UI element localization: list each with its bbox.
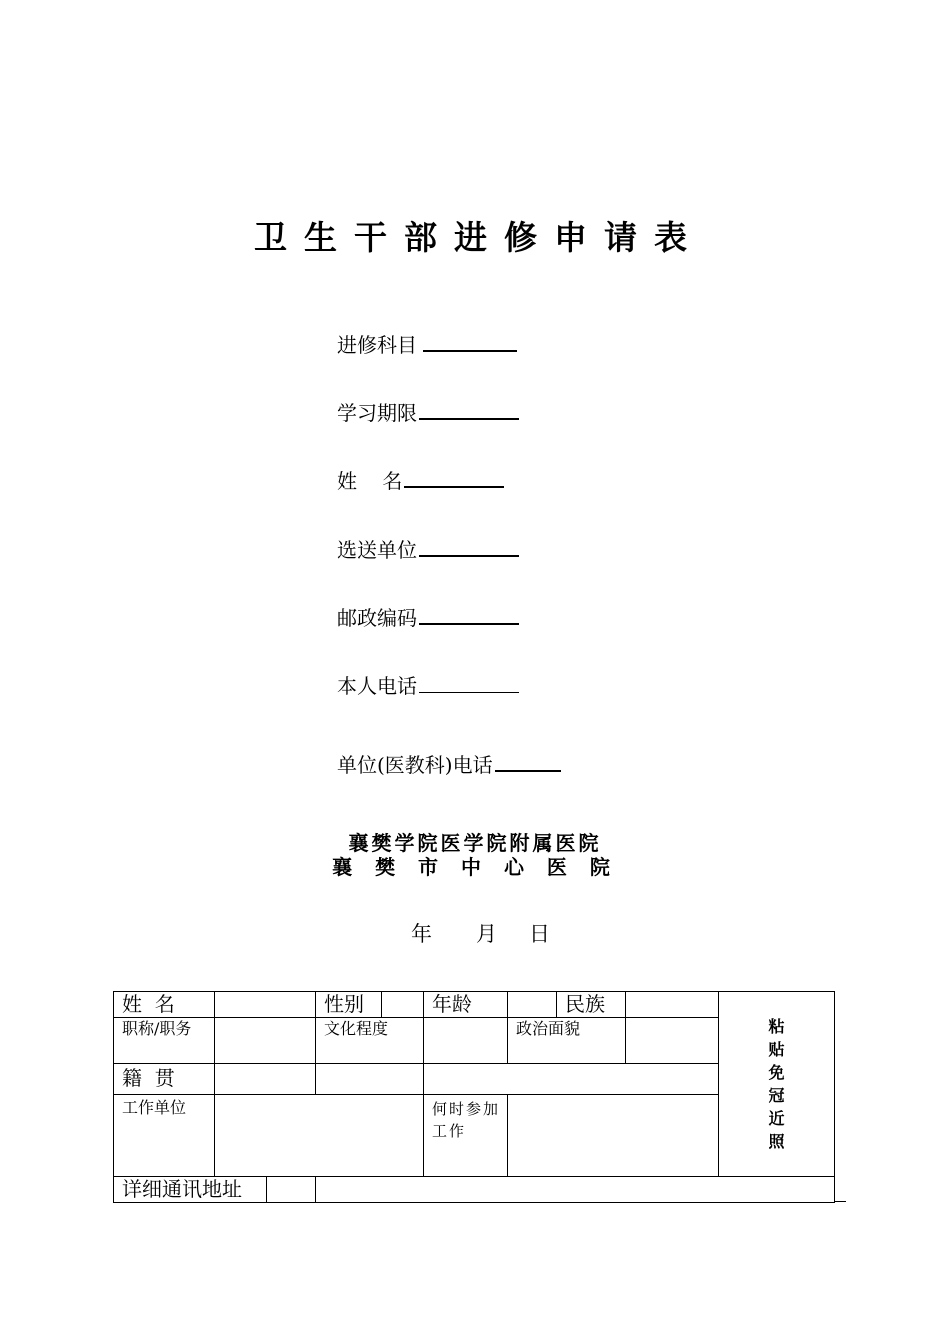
ethnicity-cell[interactable] [626,992,719,1018]
title-cell[interactable] [215,1018,316,1064]
org-line-1: 襄樊学院医学院附属医院 [348,831,602,855]
native-cell-1[interactable] [215,1064,316,1095]
field-course-label: 进修科目 [337,333,417,357]
field-period-label: 学习期限 [337,401,417,425]
gender-label: 性别 [316,992,382,1018]
field-sender-unit-label: 选送单位 [337,538,417,562]
date-year: 年 [411,922,432,946]
field-course [337,328,517,359]
age-label: 年龄 [424,992,508,1018]
field-unit-phone-blank[interactable] [495,748,561,772]
work-start-label: 何时参加工作 [424,1095,508,1177]
work-start-cell[interactable] [508,1095,719,1177]
name-cell[interactable] [215,992,316,1018]
name-label: 姓 名 [114,992,215,1018]
field-phone-blank[interactable] [419,670,519,693]
field-name-label: 姓 名 [337,469,403,493]
political-cell[interactable] [626,1018,719,1064]
photo-box[interactable] [719,992,835,1177]
native-cell-3[interactable] [424,1064,719,1095]
field-name [337,464,504,495]
address-label: 详细通讯地址 [122,1177,267,1202]
field-sender-unit-blank[interactable] [419,533,519,557]
field-name-blank[interactable] [404,464,504,488]
title-label: 职称/职务 [114,1018,215,1064]
date-line [411,920,550,948]
workplace-cell[interactable] [215,1095,424,1177]
address-cell-extended[interactable] [316,1177,835,1203]
photo-char: 免 [768,1063,785,1082]
field-course-blank[interactable] [423,328,517,352]
photo-char: 近 [768,1109,785,1128]
photo-char: 冠 [768,1086,785,1105]
native-label: 籍 贯 [114,1064,215,1095]
field-unit-phone [337,748,561,779]
date-month: 月 [476,922,497,946]
field-period [337,396,519,427]
address-cell[interactable] [267,1177,315,1202]
education-cell[interactable] [424,1018,508,1064]
field-phone-label: 本人电话 [337,674,417,698]
education-label: 文化程度 [316,1018,424,1064]
info-table [113,991,835,1203]
field-postcode-blank[interactable] [419,601,519,625]
field-phone [337,670,519,700]
photo-char: 贴 [768,1040,785,1059]
field-postcode [337,601,519,632]
field-sender-unit [337,533,519,564]
date-day: 日 [529,922,550,946]
page-title: 卫生干部进修申请表 [254,218,704,257]
table-edge-tick [834,1201,846,1202]
field-unit-phone-label: 单位(医教科)电话 [337,753,493,777]
photo-char: 照 [768,1132,785,1151]
address-row [114,1177,316,1203]
field-period-blank[interactable] [419,396,519,420]
political-label: 政治面貌 [508,1018,626,1064]
gender-cell[interactable] [382,992,424,1018]
org-line-2: 襄 樊 市 中 心 医 院 [332,855,618,879]
field-postcode-label: 邮政编码 [337,606,417,630]
ethnicity-label: 民族 [557,992,626,1018]
native-cell-2[interactable] [316,1064,424,1095]
workplace-label: 工作单位 [114,1095,215,1177]
age-cell[interactable] [508,992,557,1018]
photo-char: 粘 [768,1017,785,1036]
